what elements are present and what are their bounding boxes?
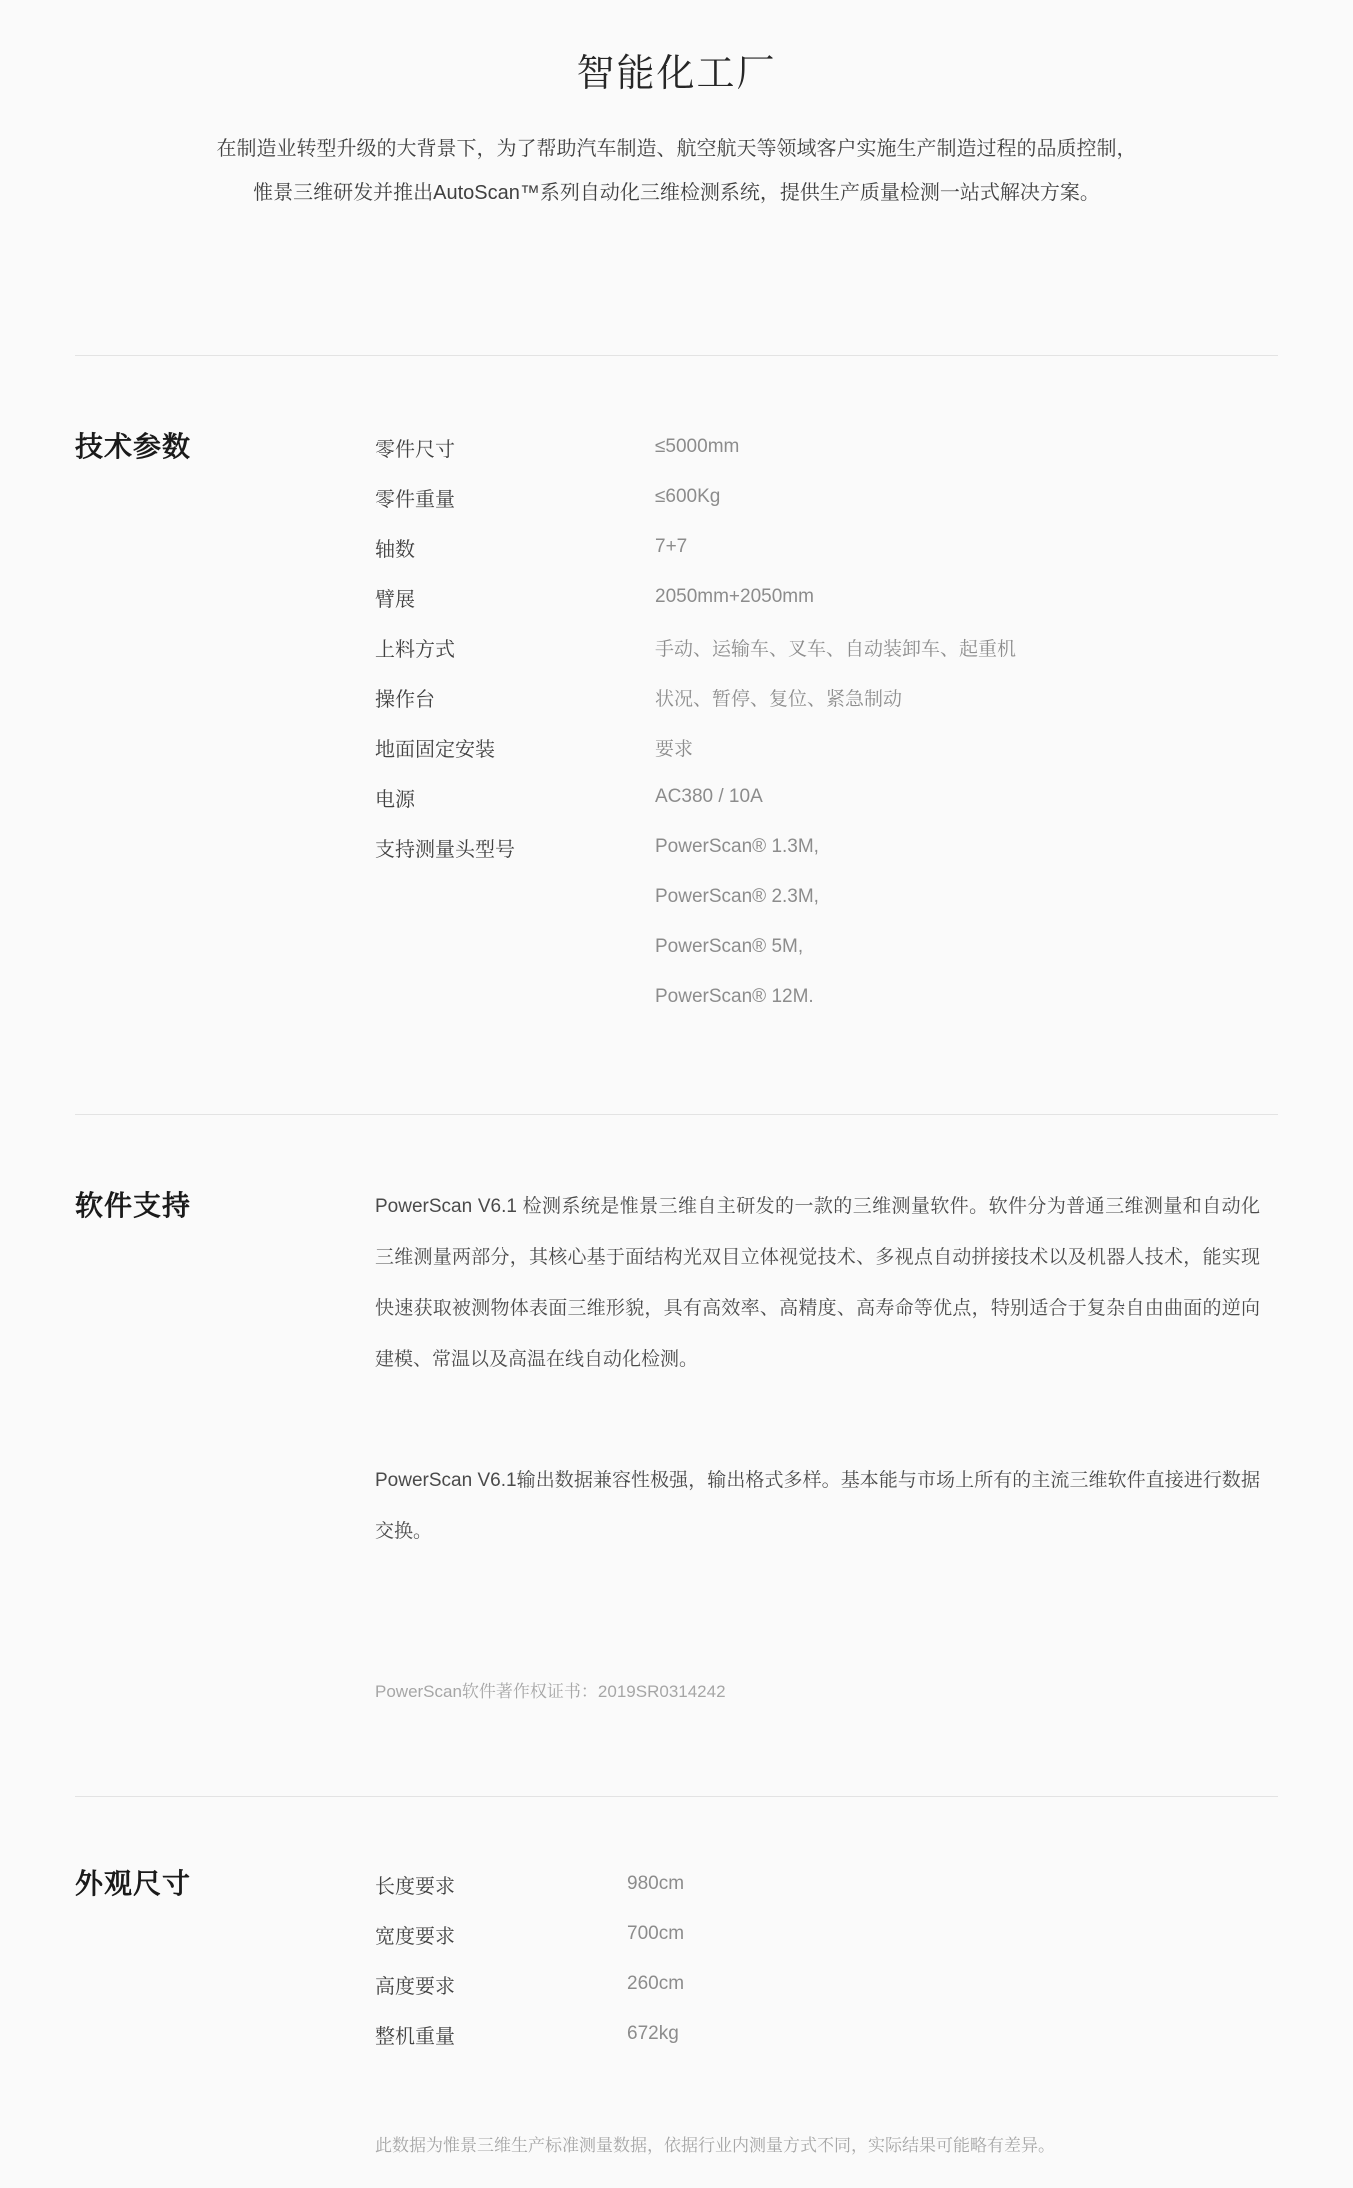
software-paragraph-2: PowerScan V6.1输出数据兼容性极强，输出格式多样。基本能与市场上所有的主流三维软件直接进行数据交换。 xyxy=(375,1470,1260,1542)
param-value: ≤600Kg xyxy=(655,486,721,507)
param-label: 整机重量 xyxy=(375,2025,455,2048)
param-value: AC380 / 10A xyxy=(655,786,763,807)
param-value: PowerScan® 12M. xyxy=(655,986,814,1007)
tech-params-section xyxy=(0,422,1353,1022)
table-row xyxy=(375,872,1278,922)
param-label: 操作台 xyxy=(375,688,435,711)
param-label: 零件尺寸 xyxy=(375,438,455,461)
param-value: PowerScan® 5M, xyxy=(655,936,804,957)
param-label: 高度要求 xyxy=(375,1975,455,1998)
dimensions-heading-col xyxy=(75,1859,375,2156)
param-value: 260cm xyxy=(627,1973,685,1994)
dimensions-table xyxy=(375,1859,1278,2156)
param-label: 支持测量头型号 xyxy=(375,838,515,861)
param-value: 状况、暂停、复位、紧急制动 xyxy=(655,688,903,710)
table-row xyxy=(375,1959,1278,2009)
table-row xyxy=(375,422,1278,472)
param-value: PowerScan® 2.3M, xyxy=(655,886,819,907)
table-row xyxy=(375,522,1278,572)
software-paragraph-1: PowerScan V6.1 检测系统是惟景三维自主研发的一款的三维测量软件。软件分为普通三维测量和自动化三维测量两部分，其核心基于面结构光双目立体视觉技术、多视点自动拼接技术以及机器人技术，能实现快速获取被测物体表面三维形貌，具有高效率、高精度、高寿命等优点，特别适合于复杂自由曲面的逆向建模、常温以及高温在线自动化检测。 xyxy=(375,1196,1260,1370)
table-row xyxy=(375,922,1278,972)
footer-disclaimer: 此数据为惟景三维生产标准测量数据，依据行业内测量方式不同，实际结果可能略有差异。 xyxy=(375,2136,1055,2155)
param-value: 672kg xyxy=(627,2023,679,2044)
section-divider xyxy=(75,1796,1278,1797)
section-divider xyxy=(75,355,1278,356)
table-row xyxy=(375,622,1278,672)
software-section xyxy=(0,1181,1353,1702)
intro-paragraph xyxy=(0,127,1353,215)
software-heading: 软件支持 xyxy=(75,1190,192,1221)
param-value: 要求 xyxy=(655,738,694,760)
tech-params-heading: 技术参数 xyxy=(75,431,192,462)
table-row xyxy=(375,672,1278,722)
table-row xyxy=(375,472,1278,522)
table-row xyxy=(375,1909,1278,1959)
software-copyright: PowerScan软件著作权证书：2019SR0314242 xyxy=(375,1682,726,1701)
param-value: 7+7 xyxy=(655,536,688,557)
param-value: ≤5000mm xyxy=(655,436,740,457)
param-label: 零件重量 xyxy=(375,488,455,511)
table-row xyxy=(375,972,1278,1022)
software-heading-col xyxy=(75,1181,375,1702)
table-row xyxy=(375,2009,1278,2059)
intro-line-2: 惟景三维研发并推出AutoScan™系列自动化三维检测系统，提供生产质量检测一站式解决方案。 xyxy=(253,182,1100,204)
hero-section xyxy=(0,0,1353,215)
table-row xyxy=(375,1859,1278,1909)
page-title: 智能化工厂 xyxy=(576,53,777,95)
table-row xyxy=(375,772,1278,822)
param-label: 臂展 xyxy=(375,588,415,611)
param-value: 700cm xyxy=(627,1923,685,1944)
software-content xyxy=(375,1181,1278,1702)
param-value: 980cm xyxy=(627,1873,685,1894)
table-row xyxy=(375,722,1278,772)
tech-params-table xyxy=(375,422,1278,1022)
param-label: 上料方式 xyxy=(375,638,455,661)
param-label: 地面固定安装 xyxy=(375,738,495,761)
param-value: PowerScan® 1.3M, xyxy=(655,836,819,857)
param-value: 手动、运输车、叉车、自动装卸车、起重机 xyxy=(655,638,1017,660)
section-divider xyxy=(75,1114,1278,1115)
table-row xyxy=(375,822,1278,872)
param-label: 电源 xyxy=(375,788,415,811)
intro-line-1: 在制造业转型升级的大背景下，为了帮助汽车制造、航空航天等领域客户实施生产制造过程的品质控制， xyxy=(216,138,1137,160)
table-row xyxy=(375,572,1278,622)
dimensions-section xyxy=(0,1859,1353,2156)
tech-params-heading-col xyxy=(75,422,375,1022)
param-label: 轴数 xyxy=(375,538,415,561)
param-label: 长度要求 xyxy=(375,1875,455,1898)
param-value: 2050mm+2050mm xyxy=(655,586,814,607)
dimensions-heading: 外观尺寸 xyxy=(75,1868,192,1899)
param-label: 宽度要求 xyxy=(375,1925,455,1948)
